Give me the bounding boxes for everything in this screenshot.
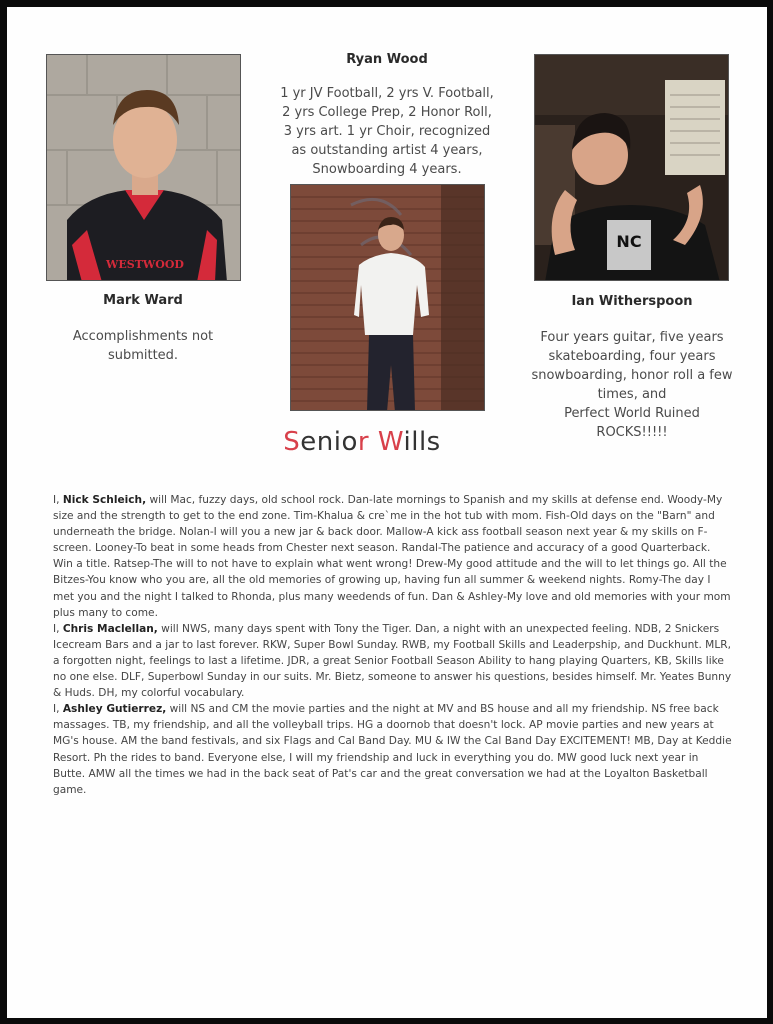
will-author: Chris Maclellan, bbox=[62, 622, 158, 635]
mark-ward-photo bbox=[46, 54, 241, 281]
ryan-wood-photo bbox=[290, 184, 485, 411]
ryan-wood-accomplishments bbox=[247, 84, 527, 179]
ian-witherspoon-accomplishments bbox=[512, 328, 752, 442]
bio-line: submitted. bbox=[107, 348, 179, 363]
bio-line: 2 yrs College Prep, 2 Honor Roll, bbox=[282, 105, 492, 120]
bio-line: times, and bbox=[597, 387, 667, 402]
will-entry: I, Ashley Gutierrez, will NS and CM the movie parties and the night at MV and BS house and all my friendship. NS free back massages. TB, my friendship, and all the volleyball trips. HG a doornob that doesn't lock. AP movie parties and new years at MG's house. AM the band festivals, and six Flags and Cal Band Day. MU & IW the Cal Band Day EXCITEMENT! MB, Day at Keddie Resort. Ph the rides to band. Everyone else, I will my friendship and luck in everything you do. MW good luck next year in Butte. AMW all the times we had in the back seat of Pat's car and the great conversation we had at the Loyalton Basketball game. bbox=[53, 703, 732, 796]
will-entry: I, Chris Maclellan, will NWS, many days spent with Tony the Tiger. Dan, a night with an unexpected feeling. NDB, 2 Snickers Icecream Bars and a jar to last forever. RKW, Super Bowl Sunday. RWB, my Football Skills and Leaderpship, and Duckhunt. MLR, a forgotten night, feelings to last a lifetime. JDR, a great Senior Football Season Ability to hang playing Quarters, KB, Skills like no one else. DLF, Superbowl Sunday in our suits. Mr. Bietz, someone to answer his questions, besides himself. Mr. Yeates Bunny & Huds. DH, my colorful vocabulary. bbox=[53, 622, 732, 700]
mark-ward-name: Mark Ward bbox=[103, 293, 183, 308]
shirt-text: NC bbox=[616, 232, 642, 251]
ryan-wood-name: Ryan Wood bbox=[346, 52, 428, 67]
bio-line: Perfect World Ruined bbox=[564, 406, 700, 421]
bio-line: Four years guitar, five years bbox=[540, 330, 724, 345]
ian-witherspoon-photo bbox=[534, 54, 729, 281]
bio-line: Accomplishments not bbox=[72, 329, 214, 344]
jersey-text: WESTWOOD bbox=[106, 258, 184, 271]
ian-witherspoon-name: Ian Witherspoon bbox=[571, 294, 693, 309]
bio-line: 3 yrs art. 1 yr Choir, recognized bbox=[283, 124, 491, 139]
bio-line: as outstanding artist 4 years, bbox=[291, 143, 483, 158]
will-author: Ashley Gutierrez, bbox=[62, 703, 167, 716]
yearbook-page bbox=[7, 7, 767, 1018]
senior-wills-text bbox=[53, 492, 733, 798]
bio-line: ROCKS!!!!! bbox=[596, 425, 668, 440]
bio-line: 1 yr JV Football, 2 yrs V. Football, bbox=[280, 86, 494, 101]
will-author: Nick Schleich, bbox=[62, 494, 147, 506]
bio-line: Snowboarding 4 years. bbox=[312, 162, 462, 177]
bio-line: snowboarding, honor roll a few bbox=[531, 368, 733, 383]
bio-line: skateboarding, four years bbox=[548, 349, 716, 364]
mark-ward-accomplishments bbox=[23, 327, 263, 365]
senior-wills-title: Senior Wills bbox=[283, 427, 441, 457]
will-entry: I, Nick Schleich, will Mac, fuzzy days, old school rock. Dan-late mornings to Spanish and my skills at defense end. Woody-My size and the strength to get to the end zone. Tim-Khalua & cre`me in the hot tub with mom. Fish-Old days on the "Barn" and underneath the bridge. Nolan-I will you a new jar & back door. Mallow-A kick ass football season next year & my skills on F-screen. Looney-To beat in some heads from Chester next season. Randal-The patience and accuracy of a good Quarterback. Win a title. Ratsep-The will to not have to explain what went wrong! Drew-My good attitude and the will to let things go. All the Bitzes-You know who you are, all the old memories of growing up, having fun all summer & weekend nights. Romy-The day I met you and the night I talked to Rhonda, plus many weedends of fun. Dan & Ashley-My love and old memories with your mom plus many to come. bbox=[53, 494, 731, 619]
